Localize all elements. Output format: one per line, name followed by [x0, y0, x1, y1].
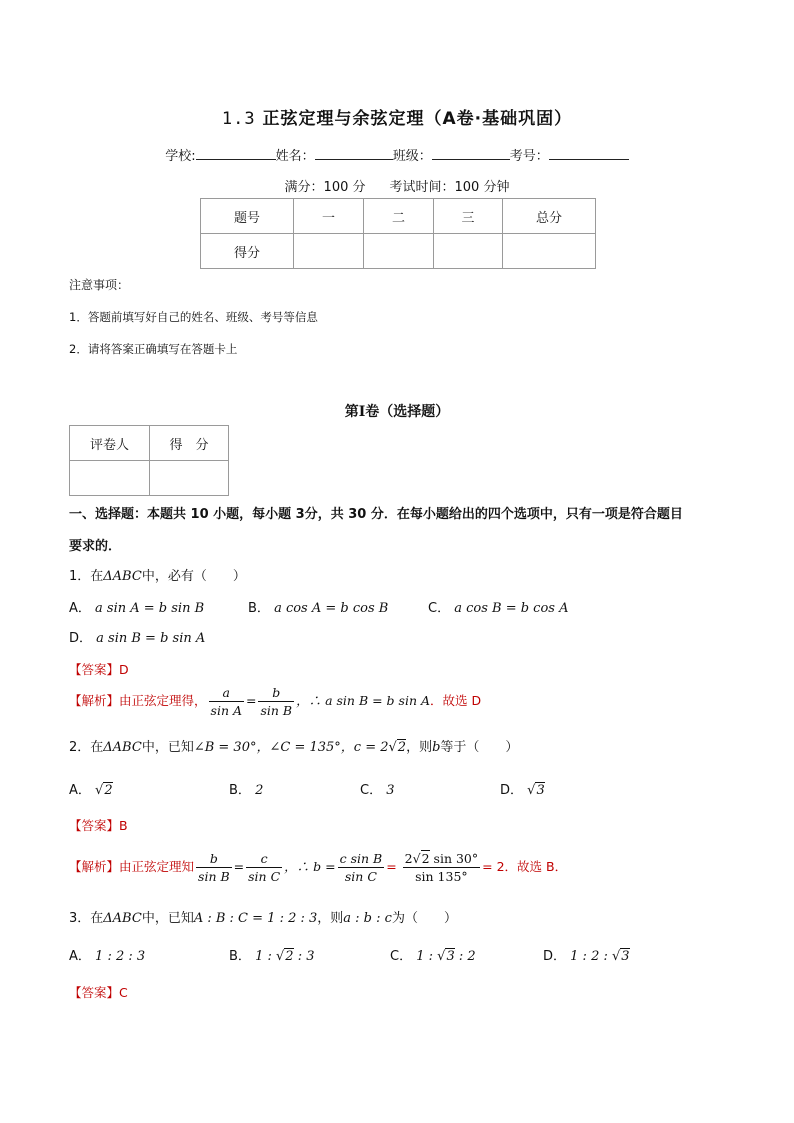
- document-title: [0, 104, 794, 129]
- score-cell[interactable]: [434, 234, 503, 269]
- q1-answer: [69, 660, 129, 678]
- option-label: A．: [69, 601, 91, 616]
- score-cell[interactable]: [503, 234, 596, 269]
- score-header-cell: 总分: [503, 199, 596, 234]
- score-header-cell: 三: [434, 199, 503, 234]
- q2-option-c[interactable]: C． 3: [360, 783, 395, 798]
- q3-option-d[interactable]: D． 1 : 2 : √3: [543, 949, 630, 964]
- q1-option-b[interactable]: [248, 597, 388, 616]
- score-header-cell: 二: [364, 199, 434, 234]
- q3-option-b[interactable]: B． 1 : √2 : 3: [229, 949, 315, 964]
- option-label: B．: [248, 601, 270, 616]
- title-number: 1.3: [221, 109, 256, 129]
- q1-option-c[interactable]: [428, 597, 568, 616]
- answer-value: D: [119, 662, 129, 677]
- grader-header: 评卷人: [70, 426, 150, 461]
- notice-item: 2．请将答案正确填写在答题卡上: [69, 342, 238, 356]
- q2-option-a[interactable]: A． √2: [69, 783, 113, 798]
- grader-score-header: 得 分: [150, 426, 229, 461]
- score-header-cell: 一: [294, 199, 364, 234]
- part-one-instruction: 一、选择题：本题共 10 小题，每小题 3分，共 30 分．在每小题给出的四个选项中，只有一项是符合题目: [69, 507, 683, 522]
- score-table-score-row: [201, 234, 596, 269]
- grader-table: [69, 425, 229, 496]
- score-cell[interactable]: [294, 234, 364, 269]
- answer-tag: 【答案】: [69, 662, 120, 677]
- score-row-label: 得分: [201, 234, 294, 269]
- q1-triangle: ΔABC: [103, 569, 142, 584]
- school-label: 学校:: [165, 149, 196, 164]
- q1-analysis: 【解析】由正弦定理得， $\frac{a}{\text{sin A}}$ = $\frac{b}{\text{sin B}}$ ，∴ a sin B = b sin A．故选 D: [69, 685, 482, 718]
- fraction: $\frac{a}{\text{sin A}}$: [210, 685, 242, 718]
- class-label: 班级：: [392, 149, 432, 164]
- student-info-line: [0, 145, 794, 164]
- option-label: C．: [428, 601, 451, 616]
- option-math: a sin A = b sin B: [95, 601, 205, 616]
- school-field[interactable]: [196, 147, 276, 160]
- fraction: $\frac{b}{\text{sin B}}$: [260, 685, 293, 718]
- question-1-stem: [69, 565, 246, 584]
- analysis-math: ，∴ a sin B = b sin A: [296, 693, 430, 708]
- grader-score-cell[interactable]: [150, 461, 229, 496]
- analysis-tag: 【解析】: [69, 693, 120, 708]
- notice-item: 1．答题前填写好自己的姓名、班级、考号等信息: [69, 310, 318, 324]
- exam-no-field[interactable]: [549, 147, 629, 160]
- option-math: a cos B = b cos A: [454, 601, 569, 616]
- q2-option-d[interactable]: D． √3: [500, 783, 545, 798]
- q2-analysis: 【解析】由正弦定理知 $\frac{b}{\text{sin B}}$ = $\frac{c}{\text{sin C}}$ ，∴ b = $\frac{\text{c sin B}}{\text{sin C}}$ = $\frac{2√2 \sin 30^\circ}{\sin 135^\circ}$ = 2．故选 B．: [69, 851, 568, 884]
- score-table: [200, 198, 596, 269]
- question-2-stem: 2．在ΔABC中，已知∠B = 30°，∠C = 135°，c = 2√2，则b等于（ ）: [69, 740, 519, 755]
- exam-meta: [0, 176, 794, 195]
- analysis-text: 由正弦定理得，: [119, 693, 207, 708]
- full-score: 满分：100 分: [284, 180, 366, 195]
- option-math: a cos A = b cos B: [274, 601, 389, 616]
- exam-time: 考试时间：100 分钟: [389, 180, 510, 195]
- grader-cell[interactable]: [70, 461, 150, 496]
- score-cell[interactable]: [364, 234, 434, 269]
- q1-suffix: 中，必有（ ）: [141, 569, 246, 584]
- name-label: 姓名：: [275, 149, 315, 164]
- score-header-cell: 题号: [201, 199, 294, 234]
- score-table-header-row: [201, 199, 596, 234]
- option-math: a sin B = b sin A: [96, 631, 206, 646]
- q2-option-b[interactable]: B． 2: [229, 783, 264, 798]
- option-label: D．: [69, 631, 93, 646]
- analysis-end: ．故选 D: [430, 693, 482, 708]
- q3-option-c[interactable]: C． 1 : √3 : 2: [390, 949, 476, 964]
- title-text: 正弦定理与余弦定理（A卷·基础巩固）: [262, 109, 573, 129]
- name-field[interactable]: [315, 147, 393, 160]
- exam-no-label: 考号：: [509, 149, 549, 164]
- class-field[interactable]: [432, 147, 510, 160]
- q2-answer: 【答案】B: [69, 818, 128, 833]
- part-one-instruction-cont: 要求的．: [69, 539, 122, 554]
- q1-option-d[interactable]: [69, 627, 205, 646]
- q1-prefix: 1．在: [69, 569, 104, 584]
- notice-title: 注意事项：: [69, 278, 130, 292]
- question-3-stem: 3．在ΔABC中，已知A : B : C = 1 : 2 : 3，则a : b : c为（ ）: [69, 911, 457, 926]
- q1-option-a[interactable]: [69, 597, 204, 616]
- q3-answer: 【答案】C: [69, 985, 128, 1000]
- q3-option-a[interactable]: A． 1 : 2 : 3: [69, 949, 146, 964]
- section-title: 第Ⅰ卷（选择题）: [344, 404, 450, 420]
